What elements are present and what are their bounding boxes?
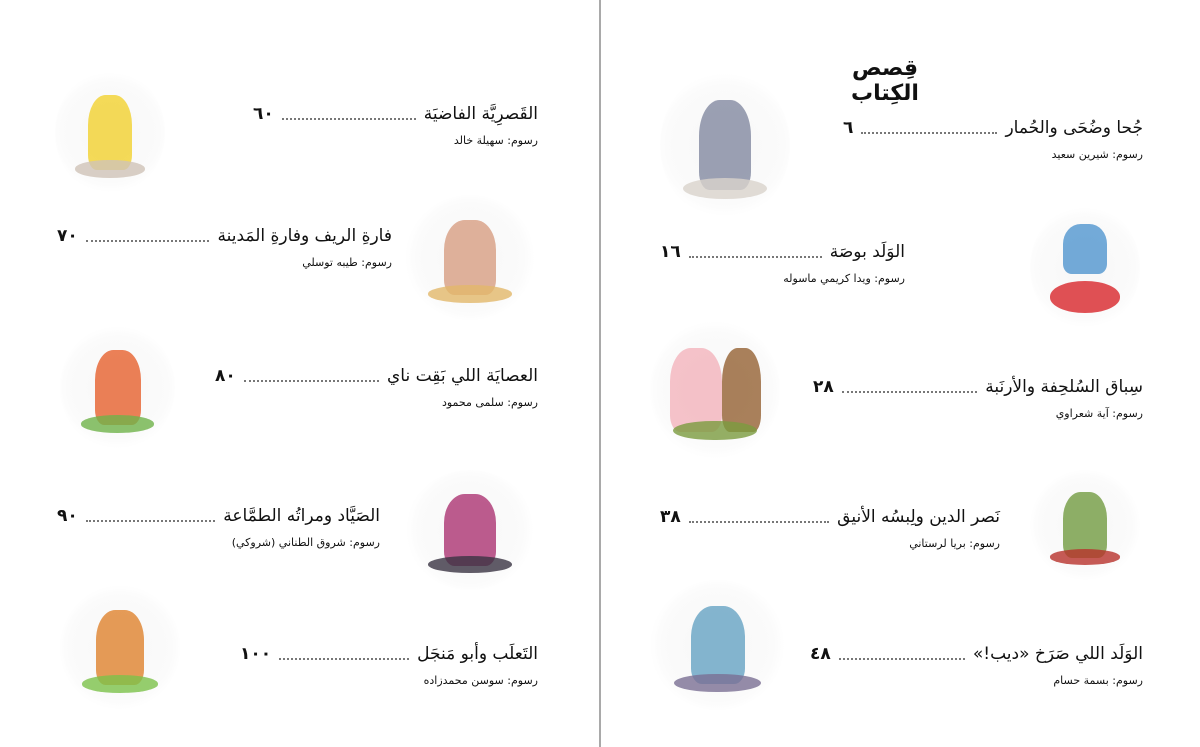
illustration-boy-boat <box>1030 205 1140 330</box>
dot-leader <box>282 118 416 120</box>
toc-entry[interactable] <box>215 366 538 409</box>
illustration-nasreddin-mirror <box>1030 470 1140 580</box>
page-number: ١٦ <box>660 242 681 262</box>
dot-leader <box>244 380 379 382</box>
dot-leader <box>842 391 977 393</box>
toc-heading: قِصص الكِتاب <box>851 56 919 106</box>
story-title: سِباق السُلحِفة والأرنَبة <box>985 377 1143 397</box>
toc-entry[interactable] <box>810 644 1143 687</box>
dot-leader <box>86 240 210 242</box>
illustrator-credit: رسوم: بريا لرستاني <box>909 537 1000 550</box>
story-title: العصايَة اللي بَقِت ناي <box>386 366 538 386</box>
illustration-boy-sheep <box>650 580 785 710</box>
toc-entry[interactable] <box>660 507 1000 550</box>
story-title: الوَلَد اللي صَرَخ «ديب!» <box>972 644 1143 664</box>
page-number: ١٠٠ <box>240 644 272 664</box>
toc-entry[interactable] <box>660 242 905 285</box>
page-number: ٩٠ <box>57 506 78 526</box>
story-title: جُحا وضُحَى والحُمار <box>1005 118 1143 138</box>
illustrator-credit: رسوم: سلمى محمود <box>441 396 538 409</box>
dot-leader <box>86 520 216 522</box>
illustration-fisherman-wife <box>405 470 535 590</box>
story-title: التَعلَب وأبو مَنجَل <box>417 644 538 664</box>
illustrator-credit: رسوم: ويدا كريمي ماسوله <box>783 272 905 285</box>
illustrator-credit: رسوم: بسمة حسام <box>1053 674 1143 687</box>
page-number: ٤٨ <box>810 644 831 664</box>
illustrator-credit: رسوم: سوسن محمدزاده <box>423 674 538 687</box>
page-number: ٦٠ <box>253 104 274 124</box>
page-number: ٧٠ <box>57 226 78 246</box>
toc-entry[interactable] <box>253 104 538 147</box>
page-number: ٨٠ <box>215 366 236 386</box>
dot-leader <box>689 521 829 523</box>
dot-leader <box>689 256 822 258</box>
page-number: ٢٨ <box>813 377 834 397</box>
illustration-fox-ibis <box>60 585 180 710</box>
illustrator-credit: رسوم: سهيلة خالد <box>453 134 538 147</box>
dot-leader <box>839 658 965 660</box>
story-title: نَصر الدين ولِبسُه الأنيق <box>837 507 1000 527</box>
toc-entry[interactable] <box>240 644 538 687</box>
story-title: القَصرِيَّة الفاضيَة <box>423 104 538 124</box>
illustration-mice-hug <box>405 195 535 320</box>
page-number: ٦ <box>843 118 854 138</box>
illustration-juha-donkey <box>660 70 790 220</box>
story-title: فارةِ الريف وفارةِ المَدينة <box>217 226 392 246</box>
illustrator-credit: رسوم: شروق الطناني (شروكي) <box>231 536 380 549</box>
illustrator-credit: رسوم: آية شعراوي <box>1055 407 1143 420</box>
illustration-boy-flute <box>60 325 175 450</box>
page-gutter-divider <box>599 0 601 747</box>
illustration-girl-pot <box>55 70 165 195</box>
story-title: الصَيَّاد ومراتُه الطمَّاعة <box>223 506 380 526</box>
toc-entry[interactable] <box>57 506 380 549</box>
page-number: ٣٨ <box>660 507 681 527</box>
illustrator-credit: رسوم: طيبه توسلي <box>302 256 392 269</box>
story-title: الوَلَد بوصَة <box>829 242 905 262</box>
dot-leader <box>279 658 409 660</box>
illustrator-credit: رسوم: شيرين سعيد <box>1051 148 1143 161</box>
toc-entry[interactable] <box>843 118 1143 161</box>
toc-entry[interactable] <box>57 226 392 269</box>
dot-leader <box>861 132 997 134</box>
toc-entry[interactable] <box>813 377 1143 420</box>
illustration-tortoise-hare <box>650 320 780 460</box>
